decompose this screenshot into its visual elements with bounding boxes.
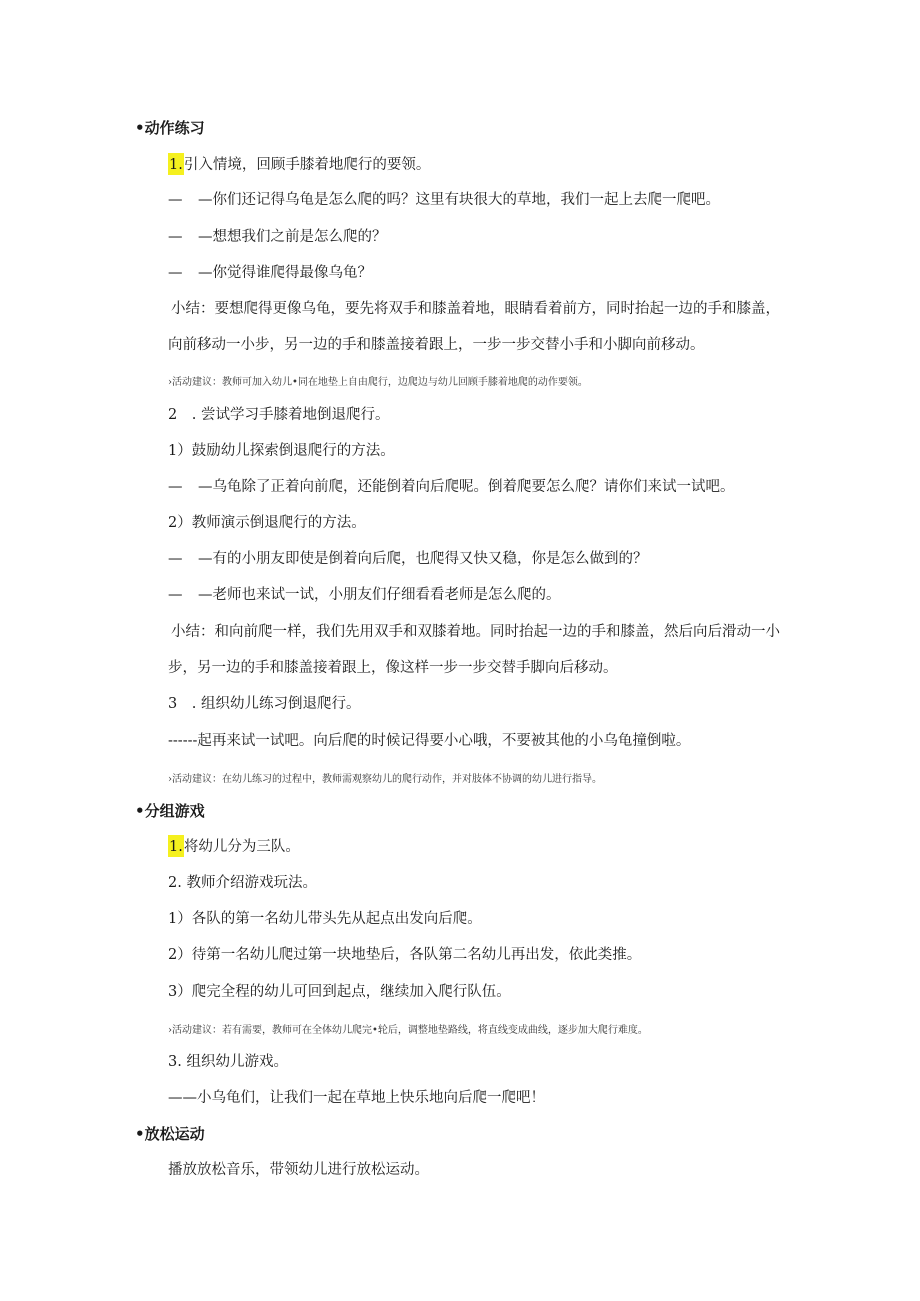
dash-mark: —: [168, 229, 183, 245]
summary-line: 向前移动一小步，另一边的手和膝盖接着跟上，一步一步交替小手和小脚向前移动。: [168, 337, 705, 353]
sub-step: 2）教师演示倒退爬行的方法。: [168, 515, 366, 531]
step-title: 3 . 组织幼儿练习倒退爬行。: [168, 696, 361, 712]
dialogue-line: [168, 263, 372, 283]
dialogue-text: —老师也来试一试，小朋友们仔细看看老师是怎么爬的。: [198, 587, 561, 603]
dash-mark: —: [168, 587, 183, 603]
rule-item: 3）爬完全程的幼儿可回到起点，继续加入爬行队伍。: [168, 984, 511, 1000]
dash-mark: —: [168, 551, 183, 567]
dialogue-line: ------起再来试一试吧。向后爬的时候记得要小心哦，不要被其他的小乌龟撞倒啦。: [168, 733, 691, 749]
activity-note: ›活动建议：若有需要，教师可在全体幼儿爬完•轮后，调整地垫路线，将直线变成曲线，逐步加大爬行难度。: [168, 1025, 648, 1036]
dialogue-text: —乌龟除了正着向前爬，还能倒着向后爬呢。倒着爬要怎么爬？请你们来试一试吧。: [198, 479, 735, 495]
dialogue-line: [168, 227, 387, 247]
step-text: 将幼儿分为三队。: [183, 839, 300, 855]
dialogue-line: [168, 190, 720, 210]
dash-mark: —: [168, 192, 183, 208]
dialogue-text: —想想我们之前是怎么爬的？: [198, 229, 387, 245]
highlighted-number: 1.: [168, 153, 184, 175]
step-title: 2 . 尝试学习手膝着地倒退爬行。: [168, 407, 390, 423]
step-title: 2. 教师介绍游戏玩法。: [168, 875, 317, 891]
section-heading-practice: •动作练习: [135, 119, 205, 137]
rule-item: 1）各队的第一名幼儿带头先从起点出发向后爬。: [168, 911, 482, 927]
rule-item: 2）待第一名幼儿爬过第一块地垫后，各队第二名幼儿再出发，依此类推。: [168, 947, 642, 963]
section-heading-group-game: •分组游戏: [135, 802, 205, 820]
summary-line: 小结：要想爬得更像乌龟，要先将双手和膝盖着地，眼睛看着前方，同时抬起一边的手和膝盖，: [171, 301, 780, 317]
paragraph-step-1: [168, 837, 300, 857]
relax-text: 播放放松音乐，带领幼儿进行放松运动。: [168, 1162, 429, 1178]
activity-note: ›活动建议：教师可加入幼儿•同在地垫上自由爬行，边爬边与幼儿回顾手膝着地爬的动作要领。: [168, 377, 588, 388]
dash-mark: —: [168, 265, 183, 281]
step-title: 3. 组织幼儿游戏。: [168, 1054, 288, 1070]
activity-note: ›活动建议：在幼儿练习的过程中，教师需观察幼儿的爬行动作，并对肢体不协调的幼儿进行指导。: [168, 774, 602, 785]
dash-mark: —: [168, 479, 183, 495]
summary-line: 小结：和向前爬一样，我们先用双手和双膝着地。同时抬起一边的手和膝盖，然后向后滑动一小: [171, 624, 780, 640]
dialogue-text: —你觉得谁爬得最像乌龟？: [198, 265, 372, 281]
dialogue-text: —你们还记得乌龟是怎么爬的吗？这里有块很大的草地，我们一起上去爬一爬吧。: [198, 192, 720, 208]
section-heading-relax: •放松运动: [135, 1125, 205, 1143]
dialogue-line: ——小乌龟们，让我们一起在草地上快乐地向后爬一爬吧！: [168, 1090, 545, 1106]
dialogue-text: —有的小朋友即使是倒着向后爬，也爬得又快又稳，你是怎么做到的？: [198, 551, 648, 567]
paragraph-step-1: [168, 155, 430, 175]
dialogue-line: [168, 549, 648, 569]
sub-step: 1）鼓励幼儿探索倒退爬行的方法。: [168, 443, 395, 459]
dialogue-line: [168, 585, 561, 605]
step-text: 引入情境，回顾手膝着地爬行的要领。: [183, 157, 431, 173]
highlighted-number: 1.: [168, 835, 184, 857]
summary-line: 步，另一边的手和膝盖接着跟上，像这样一步一步交替手脚向后移动。: [168, 660, 618, 676]
dialogue-line: [168, 477, 735, 497]
